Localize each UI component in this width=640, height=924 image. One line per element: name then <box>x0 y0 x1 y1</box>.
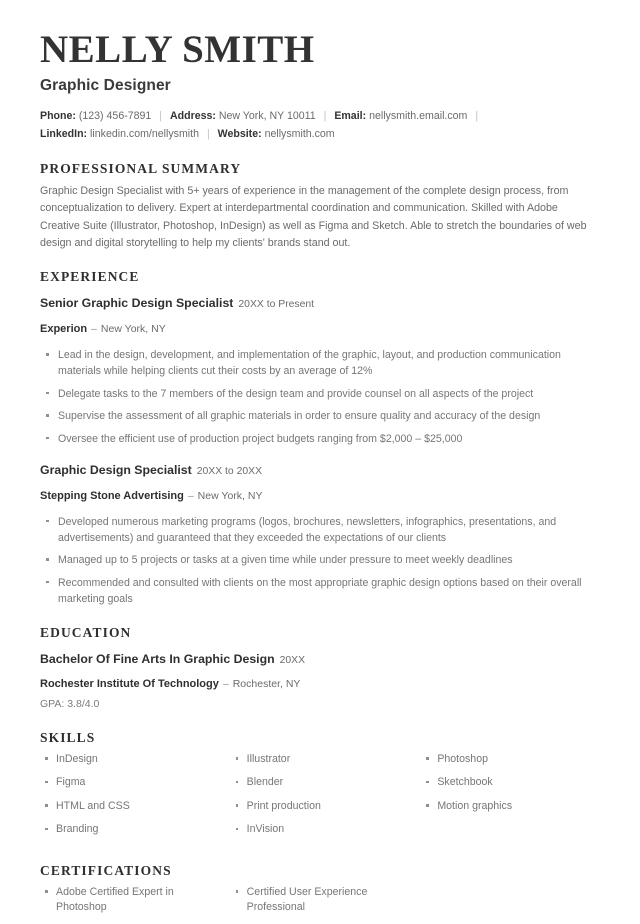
skill-item: Figma <box>40 775 219 791</box>
experience-bullet: Developed numerous marketing programs (logos, brochures, newsletters, infographics, presentations, and advertisements) and guaranteed that they exceeded the expectations of our clients <box>40 514 600 547</box>
skill-item: Motion graphics <box>421 799 600 815</box>
education-dates: 20XX <box>279 654 306 666</box>
contact-website-value[interactable]: nellysmith.com <box>264 128 335 141</box>
education-degree: Bachelor Of Fine Arts In Graphic Design <box>40 651 275 666</box>
contact-email[interactable] <box>331 110 470 122</box>
experience-entry <box>40 291 600 447</box>
contact-phone-label: Phone: <box>40 109 76 122</box>
contact-linkedin[interactable] <box>40 128 202 140</box>
experience-location: New York, NY <box>100 323 166 336</box>
education-entry <box>40 647 600 713</box>
experience-location: New York, NY <box>197 489 263 502</box>
certifications-grid <box>40 885 600 924</box>
section-professional-summary <box>40 161 600 252</box>
education-school: Rochester Institute Of Technology <box>40 678 219 691</box>
contact-phone <box>40 110 154 122</box>
contact-address-value: New York, NY 10011 <box>218 109 316 122</box>
experience-bullet: Oversee the efficient use of production project budgets ranging from $2,000 – $25,000 <box>40 431 600 447</box>
section-title-certifications: CERTIFICATIONS <box>40 862 172 878</box>
section-experience <box>40 269 600 607</box>
skill-item: Print production <box>231 799 410 815</box>
education-entry-org-row <box>40 671 600 696</box>
certification-item: Certified User Experience Professional <box>231 885 410 917</box>
contact-separator: | <box>475 109 479 122</box>
candidate-job-title: Graphic Designer <box>40 76 171 94</box>
contact-phone-value: (123) 456-7891 <box>78 109 152 122</box>
experience-bullet: Lead in the design, development, and implementation of the graphic, layout, and production communication materials while helping clients cut their costs by an average of 12% <box>40 347 600 380</box>
experience-company: Stepping Stone Advertising <box>40 489 184 502</box>
contact-separator: | <box>323 109 327 122</box>
certification-item: Adobe Certified Expert in Photoshop <box>40 885 219 917</box>
section-title-education: EDUCATION <box>40 624 132 640</box>
contact-separator: | <box>159 109 163 122</box>
skills-column <box>231 752 410 846</box>
section-skills <box>40 730 600 846</box>
skills-column <box>421 752 600 846</box>
experience-bullet: Supervise the assessment of all graphic materials in order to ensure quality and accuracy of the design <box>40 408 600 424</box>
section-certifications <box>40 863 600 924</box>
resume-header <box>40 30 600 144</box>
education-gpa: GPA: 3.8/4.0 <box>40 698 100 711</box>
contact-address-label: Address: <box>169 109 216 122</box>
summary-text: Graphic Design Specialist with 5+ years of experience in the management of the complete design process, from conceptualization to delivery. Expert at interdepartmental coordination and communication. Skilled with Adobe Creative Suite (Illustrator, Photoshop, InDesign) as well as Figma and Sketch. Able to stretch the boundaries of web design and digital storytelling to help my clients' brands stand out. <box>40 185 587 249</box>
skill-item: InDesign <box>40 752 219 768</box>
education-dash: – <box>222 678 229 691</box>
certifications-column <box>40 885 219 924</box>
skill-item: Branding <box>40 822 219 838</box>
experience-bullet-list <box>40 514 600 608</box>
contact-website-label: Website: <box>217 128 262 141</box>
contact-website[interactable] <box>215 128 335 140</box>
contact-email-value[interactable]: nellysmith.email.com <box>369 109 468 122</box>
experience-bullet-list <box>40 347 600 447</box>
experience-entry-heading <box>40 458 600 483</box>
skill-item: Illustrator <box>231 752 410 768</box>
skill-item: HTML and CSS <box>40 799 219 815</box>
experience-entry-org-row <box>40 316 600 341</box>
experience-entry <box>40 458 600 608</box>
section-title-skills: SKILLS <box>40 729 96 745</box>
education-location: Rochester, NY <box>232 678 301 691</box>
experience-dates: 20XX to 20XX <box>196 465 262 477</box>
contact-linkedin-label: LinkedIn: <box>40 128 88 141</box>
experience-dash: – <box>187 489 194 502</box>
experience-job-title: Senior Graphic Design Specialist <box>40 296 234 311</box>
skills-column <box>40 752 219 846</box>
experience-entry-heading <box>40 291 600 316</box>
experience-bullet: Recommended and consulted with clients on the most appropriate graphic design options based on their overall marketing goals <box>40 575 600 608</box>
certifications-column <box>421 885 600 924</box>
experience-bullet: Managed up to 5 projects or tasks at a given time while under pressure to meet weekly deadlines <box>40 552 600 568</box>
contact-linkedin-value[interactable]: linkedin.com/nellysmith <box>90 128 199 141</box>
experience-job-title: Graphic Design Specialist <box>40 462 192 477</box>
skills-grid <box>40 752 600 846</box>
education-entry-heading <box>40 647 600 672</box>
section-title-summary: PROFESSIONAL SUMMARY <box>40 161 242 176</box>
skill-item: Photoshop <box>421 752 600 768</box>
experience-bullet: Delegate tasks to the 7 members of the design team and provide counsel on all aspects of the project <box>40 386 600 402</box>
contact-separator: | <box>206 128 210 141</box>
experience-dates: 20XX to Present <box>238 299 315 311</box>
experience-dash: – <box>91 323 97 336</box>
section-title-experience: EXPERIENCE <box>40 269 140 285</box>
section-education <box>40 625 600 713</box>
contact-address <box>167 110 319 122</box>
experience-company: Experion <box>40 323 88 336</box>
skill-item: Blender <box>231 775 410 791</box>
skill-item: InVision <box>231 822 410 838</box>
contact-info <box>40 107 600 144</box>
skill-item: Sketchbook <box>421 775 600 791</box>
experience-entry-org-row <box>40 483 600 508</box>
certifications-column <box>231 885 410 924</box>
contact-email-label: Email: <box>334 109 367 122</box>
candidate-name: NELLY SMITH <box>40 28 315 71</box>
